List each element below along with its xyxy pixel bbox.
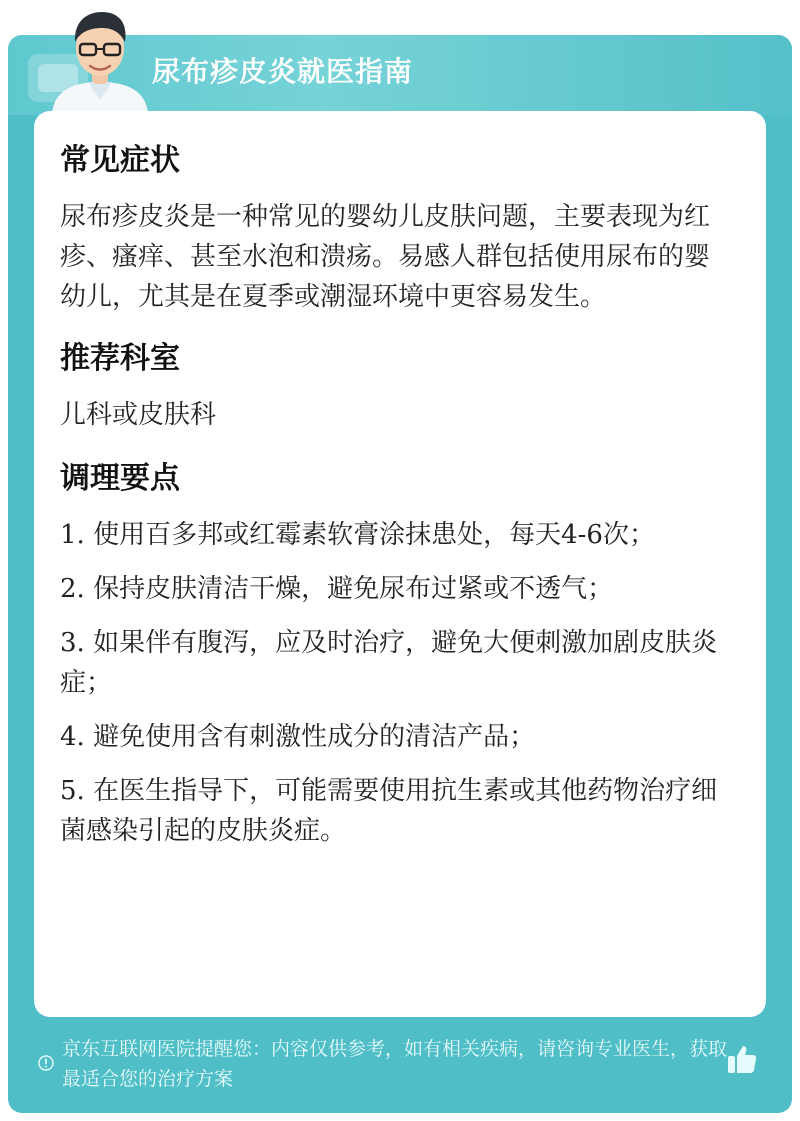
thumbs-up-icon[interactable] <box>726 1043 758 1075</box>
doctor-avatar-icon <box>44 2 156 114</box>
care-item: 3. 如果伴有腹泻，应及时治疗，避免大便刺激加剧皮肤炎症； <box>60 628 718 698</box>
care-item: 4. 避免使用含有刺激性成分的清洁产品； <box>60 722 536 752</box>
footer-notice: 京东互联网医院提醒您：内容仅供参考，如有相关疾病，请咨询专业医生，获取最适合您的治疗方案 <box>62 1038 728 1090</box>
section-heading-department: 推荐科室 <box>60 341 180 376</box>
section-heading-care: 调理要点 <box>60 461 180 496</box>
care-item: 2. 保持皮肤清洁干燥，避免尿布过紧或不透气； <box>60 574 614 604</box>
department-text: 儿科或皮肤科 <box>60 400 217 430</box>
content-card <box>34 111 766 1017</box>
care-item: 1. 使用百多邦或红霉素软膏涂抹患处，每天4-6次； <box>60 520 655 550</box>
page-title: 尿布疹皮炎就医指南 <box>152 55 414 88</box>
content-body <box>60 135 730 851</box>
symptoms-text: 尿布疹皮炎是一种常见的婴幼儿皮肤问题，主要表现为红疹、瘙痒、甚至水泡和溃疡。易感人群包括使用尿布的婴幼儿，尤其是在夏季或潮湿环境中更容易发生。 <box>60 202 711 312</box>
section-heading-symptoms: 常见症状 <box>60 143 180 178</box>
info-icon <box>38 1055 54 1071</box>
care-item: 5. 在医生指导下，可能需要使用抗生素或其他药物治疗细菌感染引起的皮肤炎症。 <box>60 776 718 846</box>
